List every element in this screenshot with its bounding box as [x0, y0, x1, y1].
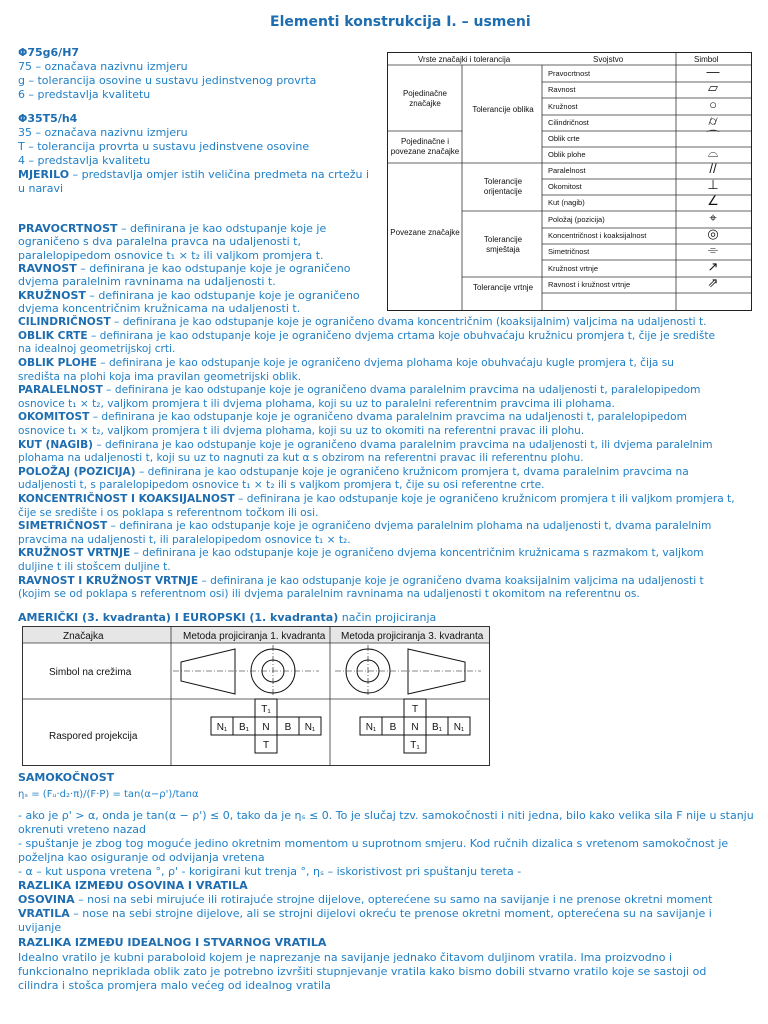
- definition-text: na idealnoj geometrijskoj crti.: [18, 343, 176, 356]
- definition-text: – definirana je kao odstupanje koje je ograničeno dvama koncentričnim (koaksijalnim) valjcima na udaljenosti t.: [110, 316, 707, 329]
- osovina-text: – nosi na sebi mirujuće ili rotirajuće strojne dijelove, opterećene su samo na savijanje i ne prenose okretni moment: [74, 893, 713, 906]
- definition-text: – definirana je kao odstupanje koje je ograničeno dvjema plohama koje obuhvaćaju kugle promjera t, čija su: [96, 356, 674, 369]
- table-property: Ravnost i kružnost vrtnje: [548, 280, 631, 289]
- definition-line: [18, 397, 615, 411]
- definition-text: – definirana je kao odstupanje koje je ograničeno dvama paralelnim pravcima na udaljenosti t, ili dvjema paralelnim: [93, 438, 713, 451]
- tolerance-table: [387, 52, 752, 311]
- projection-heading: [18, 611, 436, 625]
- definition-line: [18, 235, 301, 249]
- definition-line: [18, 438, 713, 452]
- symbol-icon: —: [706, 63, 720, 79]
- table-header: Simbol: [694, 55, 719, 64]
- symbol-icon: //: [709, 161, 717, 176]
- definition-text: duljine t ili stošcem duljine t.: [18, 560, 171, 573]
- fit-line: 6 – predstavlja kvalitetu: [18, 88, 151, 101]
- vratila-text: – nose na sebi strojne dijelove, ali se strojni dijelovi okreću te prenose okretni moment, opterećena su na savijanje i: [69, 907, 712, 920]
- table-property: Kružnost: [548, 101, 578, 111]
- layout3-cell: B: [389, 722, 397, 733]
- fit-line: 35 – označava nazivnu izmjeru: [18, 126, 188, 139]
- definition-text: – definirana je kao odstupanje koje je ograničeno: [85, 288, 360, 302]
- definition-line: [18, 410, 687, 424]
- definition-line: [18, 289, 360, 303]
- definition-text: dvjema paralelnim ravninama na udaljenosti t.: [18, 275, 276, 289]
- symbol-icon: ⌭: [708, 113, 718, 128]
- table-property: Kut (nagib): [548, 198, 585, 207]
- fit-line: 4 – predstavlja kvalitetu: [18, 154, 151, 167]
- table-subgroup: Tolerancije smještaja: [483, 235, 523, 254]
- fit-line: g – tolerancija osovine u sustavu jedinstvenog provrta: [18, 74, 317, 87]
- definition-line: [18, 424, 584, 438]
- definition-line: [18, 275, 276, 289]
- definition-text: (kojim se od poklapa s referentnom osi) ili dvjema paralelnim ravninama na udaljenosti t okomitom na referentnu os.: [18, 588, 640, 601]
- definition-line: [18, 262, 350, 276]
- table-group: Pojedinačne značajke: [402, 89, 448, 108]
- definition-text: – definirana je kao odstupanje koje je ograničeno dvjema paralelnim plohama na udaljenosti t, dvama paralelnim: [107, 520, 712, 533]
- definition-text: dvjema koncentričnim kružnicama na udaljenosti t.: [18, 301, 301, 315]
- third-angle-symbol-icon: [335, 645, 481, 697]
- samokocnost-line: - ako je ρ' > α, onda je tan(α − ρ') ≤ 0, tako da je ηₛ ≤ 0. To je slučaj tzv. samokočnosti i niti jedna, bilo kako velika sila F nije u stanju: [18, 809, 754, 822]
- vratila-line: [18, 907, 712, 921]
- table-subgroup: Tolerancije orijentacije: [483, 177, 523, 196]
- definition-term: OBLIK PLOHE: [18, 356, 97, 369]
- samokocnost-line: - α – kut uspona vretena °, ρ' - korigirani kut trenja °, ηₛ – iskoristivost pri spuštanju tereta -: [18, 865, 522, 878]
- table-header: Vrste značajki i tolerancija: [418, 55, 511, 64]
- samokocnost-heading: SAMOKOČNOST: [18, 771, 115, 784]
- symbol-icon: ⌓: [707, 145, 719, 160]
- fit-line: T – tolerancija provrta u sustavu jedinstvene osovine: [18, 140, 310, 153]
- vratila-line-2: uvijanje: [18, 921, 62, 934]
- table-property: Oblik crte: [548, 134, 580, 143]
- definition-text: – definirana je kao odstupanje koje je ograničeno dvama koaksijalnim valjcima na udaljenosti t: [198, 574, 704, 587]
- table-group: Povezane značajke: [390, 228, 460, 237]
- definition-term: OBLIK CRTE: [18, 329, 88, 342]
- definition-line: [18, 574, 704, 588]
- definition-line: [18, 519, 711, 533]
- definition-term: SIMETRIČNOST: [18, 520, 108, 533]
- layout3-cell: N: [411, 722, 419, 733]
- definition-text: – definirana je kao odstupanje koje je ograničeno kružnicom promjera t ili valjkom promjera t,: [234, 492, 735, 505]
- fit-heading-1: Φ75g6/H7: [18, 46, 80, 59]
- mjerilo-line-2: u naravi: [18, 182, 64, 195]
- fit-heading-2: Φ35T5/h4: [18, 112, 78, 125]
- definition-text: – definirana je kao odstupanje koje je ograničeno dvjema koncentričnim kružnicama s razmakom t, valjkom: [130, 547, 704, 560]
- table-property: Cilindričnost: [548, 118, 589, 127]
- definition-text: udaljenosti t, s paralelopipedom osnovice t₁ × t₂ ili s valjkom promjera t, čije su osi referentne crte.: [18, 479, 545, 492]
- definition-text: – definirana je kao odstupanje koje je ograničeno dvama paralelnim pravcima na udaljenosti t, paralelopipedom: [89, 411, 687, 424]
- idealno-line: cilindra i stošca promjera malo većeg od idealnog vratila: [18, 979, 331, 992]
- layout1-cell: B₁: [238, 722, 250, 733]
- table-group: Pojedinačne i povezane značajke: [390, 137, 460, 156]
- mjerilo-key: MJERILO: [18, 168, 70, 181]
- definition-text: – definirana je kao odstupanje koje je ograničeno dvjema crtama koje obuhvaćaju kružnicu promjera t, čije je središte: [87, 329, 716, 342]
- table-property: Simetričnost: [548, 247, 590, 256]
- definition-line: [18, 356, 674, 370]
- symbol-icon: ∠: [707, 193, 719, 208]
- definition-term: PARALELNOST: [18, 384, 103, 397]
- idealno-heading: RAZLIKA IZMEĐU IDEALNOG I STVARNOG VRATILA: [18, 936, 327, 949]
- definition-line: [18, 506, 318, 520]
- definition-line: [18, 465, 689, 479]
- definition-line: [18, 249, 324, 263]
- definition-term: OKOMITOST: [18, 411, 90, 424]
- definition-line: [18, 383, 700, 397]
- definition-text: ograničeno s dva paralelna pravca na udaljenosti t,: [18, 235, 301, 249]
- definition-text: – definirana je kao odstupanje koje je ograničeno: [76, 261, 351, 275]
- symbol-icon: ⊥: [707, 177, 719, 192]
- col-header-1: Značajka: [63, 631, 104, 642]
- mjerilo-text: – predstavlja omjer istih veličina predmeta na crtežu i: [69, 168, 370, 181]
- symbol-icon: ⌖: [709, 209, 717, 225]
- osovina-key: OSOVINA: [18, 893, 75, 906]
- table-header: Svojstvo: [593, 55, 624, 64]
- layout1-top: T₁: [261, 704, 271, 715]
- definition-text: središta na plohi koja ima pravilan geometrijski oblik.: [18, 370, 302, 383]
- layout1-cell: N₁: [216, 722, 228, 733]
- symbol-icon: ⇗: [707, 275, 719, 290]
- definition-text: paralelopipedom osnovice t₁ × t₂ ili valjkom promjera t.: [18, 248, 324, 262]
- table-property: Paralelnost: [548, 166, 586, 175]
- definition-text: – definirana je kao odstupanje koje je ograničeno dvama paralelnim pravcima na udaljenosti t, paralelopipedom: [102, 384, 701, 397]
- osovina-vratila-heading: RAZLIKA IZMEĐU OSOVINA I VRATILA: [18, 879, 248, 892]
- symbol-icon: ○: [709, 96, 717, 112]
- first-angle-symbol-icon: [173, 645, 319, 697]
- projection-drawing: [23, 627, 489, 765]
- definition-line: [18, 302, 300, 316]
- mjerilo-line: [18, 168, 369, 182]
- definition-text: plohama na udaljenosti t, koji su uz to nagnuti za kut α s obzirom na referentni pravac ili referentnu plohu.: [18, 452, 584, 465]
- table-subgroup: Tolerancije oblika: [472, 105, 534, 114]
- table-subgroup: Tolerancije vrtnje: [472, 283, 534, 292]
- definition-text: čije se središte i os poklapa s referentnom točkom ili osi.: [18, 506, 319, 519]
- symbol-icon: ◎: [707, 226, 719, 241]
- definition-line: [18, 587, 640, 601]
- layout3-bottom: T₁: [410, 740, 420, 751]
- layout3-cell: N₁: [365, 722, 377, 733]
- idealno-line: funkcionalno nepriklada oblik zato je potrebno izvršiti stupnjevanje vratila kako bismo dobili stvarno vratilo koje se sastoji od: [18, 965, 707, 978]
- definition-line: [18, 492, 735, 506]
- symbol-icon: ▱: [708, 80, 718, 95]
- layout3-cell: B₁: [431, 722, 443, 733]
- definition-term: POLOŽAJ (POZICIJA): [18, 465, 136, 478]
- layout1-cell: N₁: [304, 722, 316, 733]
- page-title: Elementi konstrukcija I. – usmeni: [270, 14, 531, 30]
- definition-line: [18, 451, 584, 465]
- definition-line: [18, 222, 326, 236]
- row-label-1: Simbol na crežima: [49, 667, 132, 678]
- definition-text: – definirana je kao odstupanje koje je ograničeno kružnicom promjera t, dvama paralelnim pravcima na: [135, 465, 689, 478]
- definition-term: RAVNOST: [18, 261, 77, 275]
- idealno-line: Idealno vratilo je kubni paraboloid kojem je naprezanje na savijanje jednako čitavom duljinom vratila. Ima proizvodno i: [18, 951, 673, 964]
- row-label-2: Raspored projekcija: [49, 731, 138, 742]
- table-property: Ravnost: [548, 85, 576, 94]
- col-header-3: Metoda projiciranja 3. kvadranta: [341, 631, 484, 642]
- projection-table: [22, 626, 490, 766]
- symbol-icon: ⌯: [707, 242, 719, 257]
- definition-line: [18, 342, 175, 356]
- symbol-icon: ↗: [707, 258, 719, 274]
- vratila-key: VRATILA: [18, 907, 70, 920]
- layout3-top: T: [411, 704, 419, 715]
- layout1-cell: B: [284, 722, 292, 733]
- definition-term: KONCENTRIČNOST I KOAKSIJALNOST: [18, 492, 235, 505]
- definition-term: RAVNOST I KRUŽNOST VRTNJE: [18, 574, 199, 587]
- definition-term: KRUŽNOST: [18, 288, 86, 302]
- definition-term: PRAVOCRTNOST: [18, 222, 118, 235]
- table-property: Položaj (pozicija): [548, 214, 605, 224]
- table-property: Okomitost: [548, 182, 582, 191]
- table-property: Koncentričnost i koaksijalnost: [548, 231, 647, 240]
- table-property: Kružnost vrtnje: [548, 263, 599, 273]
- definition-term: KRUŽNOST VRTNJE: [18, 547, 131, 560]
- table-property: Pravocrtnost: [548, 68, 591, 78]
- symbol-icon: ⌒: [706, 129, 720, 144]
- osovina-line: [18, 893, 712, 907]
- definition-text: – definirana je kao odstupanje koje je: [117, 222, 327, 235]
- samokocnost-line: - spuštanje je zbog tog moguće jedino okretnim momentom u suprotnom smjeru. Kod ručnih dizalica s vretenom samokočnost je: [18, 837, 729, 850]
- definition-term: KUT (NAGIB): [18, 438, 93, 451]
- projection-heading-rest: način projiciranja: [338, 611, 437, 624]
- table-property: Oblik plohe: [548, 150, 586, 159]
- samokocnost-line: poželjna kao osiguranje od odvijanja vretena: [18, 851, 265, 864]
- definition-line: [18, 533, 351, 547]
- definition-line: [18, 370, 301, 384]
- fit-line: 75 – označava nazivnu izmjeru: [18, 60, 188, 73]
- definition-line: [18, 329, 715, 343]
- definition-term: CILINDRIČNOST: [18, 316, 111, 329]
- projection-heading-bold: AMERIČKI (3. kvadranta) I EUROPSKI (1. kvadranta): [18, 611, 339, 624]
- definition-text: osnovice t₁ × t₂, valjkom promjera t ili dvjema plohama, koji su uz to paralelni referentnim pravcima ili plohama.: [18, 397, 615, 410]
- definition-line: [18, 315, 707, 329]
- definition-line: [18, 546, 704, 560]
- layout1-bottom: T: [262, 740, 270, 751]
- definition-line: [18, 560, 171, 574]
- definition-text: pravcima na udaljenosti t, ili paralelopipedom osnovice t₁ × t₂.: [18, 533, 351, 546]
- definition-text: osnovice t₁ × t₂, valjkom promjera t ili dvjema plohama, koji su uz to okomiti na referentni pravac ili plohu.: [18, 424, 585, 437]
- layout1-cell: N: [262, 722, 270, 733]
- definition-line: [18, 478, 545, 492]
- col-header-2: Metoda projiciranja 1. kvadranta: [183, 631, 326, 642]
- samokocnost-line: okrenuti vreteno nazad: [18, 823, 147, 836]
- samokocnost-formula: ηₛ = (Fᵤ·d₂·π)/(F·P) = tan(α−ρ')/tanα: [18, 789, 199, 800]
- layout3-cell: N₁: [453, 722, 465, 733]
